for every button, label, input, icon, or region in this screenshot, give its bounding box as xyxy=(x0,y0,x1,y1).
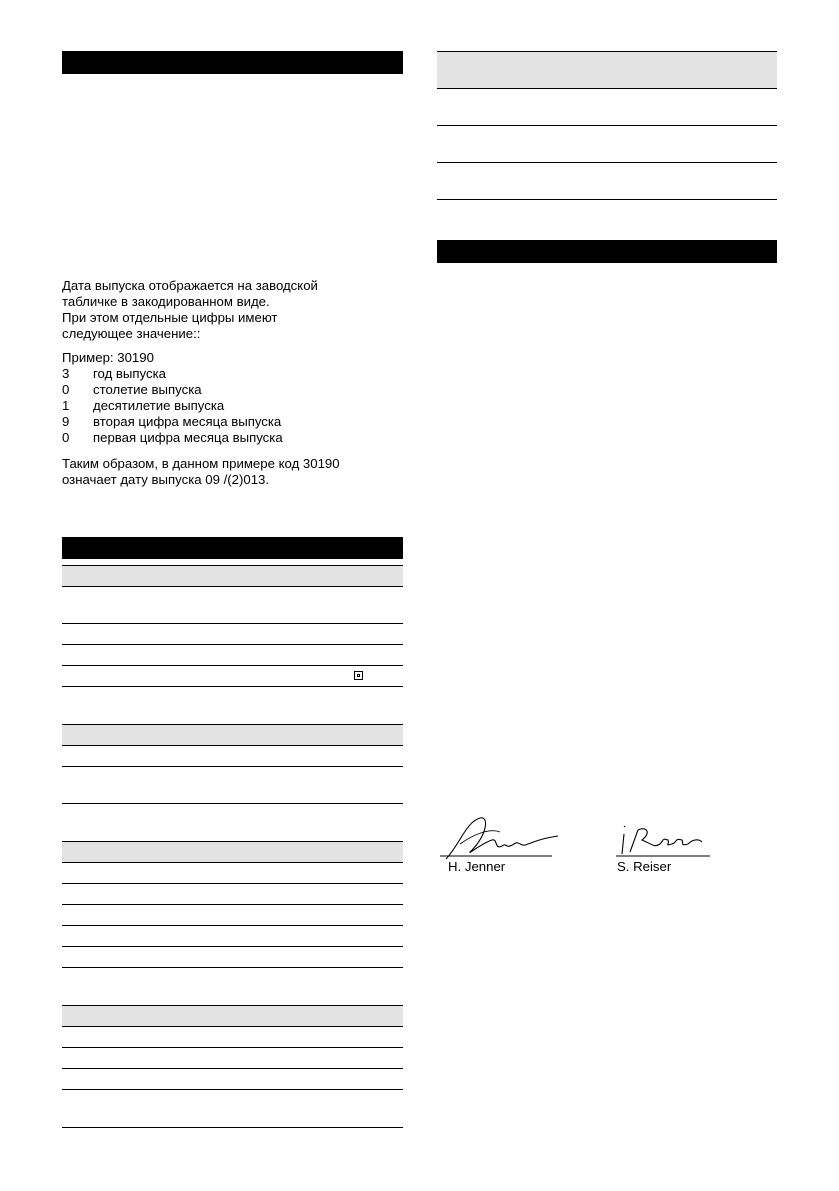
digit: 0 xyxy=(62,430,70,445)
digit-row xyxy=(62,366,403,382)
table-rule xyxy=(62,766,403,767)
table-section-band xyxy=(62,841,403,862)
table-rule xyxy=(62,841,403,842)
tech-data-header-bar xyxy=(62,537,403,559)
signatory-name: S. Reiser xyxy=(617,859,672,874)
table-header-band xyxy=(437,52,777,88)
table-rule xyxy=(62,1026,403,1027)
table-rule xyxy=(62,946,403,947)
digit: 1 xyxy=(62,398,70,413)
table-section-band xyxy=(62,566,403,586)
table-rule xyxy=(62,745,403,746)
digit-meaning: год выпуска xyxy=(93,366,166,381)
intro-line: табличке в закодированном виде. xyxy=(62,294,270,309)
table-section-band xyxy=(62,724,403,745)
signature-reiser xyxy=(612,814,722,864)
table-rule xyxy=(62,862,403,863)
digit-row xyxy=(62,382,403,398)
table-rule xyxy=(62,803,403,804)
table-rule xyxy=(437,125,777,126)
digit-meaning: десятилетие выпуска xyxy=(93,398,225,413)
conclusion-line: Таким образом, в данном примере код 30190 xyxy=(62,456,340,471)
digit: 0 xyxy=(62,382,70,397)
table-rule xyxy=(62,1068,403,1069)
table-rule xyxy=(437,199,777,200)
table-rule xyxy=(62,686,403,687)
table-rule xyxy=(62,665,403,666)
table-rule xyxy=(62,586,403,587)
digit-meaning: первая цифра месяца выпуска xyxy=(93,430,283,445)
digit-row xyxy=(62,398,403,414)
table-rule xyxy=(62,967,403,968)
production-date-conclusion xyxy=(62,456,403,488)
protection-class-ii-icon xyxy=(354,671,363,680)
conclusion-line: означает дату выпуска 09 /(2)013. xyxy=(62,472,270,487)
table-rule xyxy=(62,1047,403,1048)
signature-jenner xyxy=(440,814,570,864)
digit-meaning: столетие выпуска xyxy=(93,382,202,397)
table-rule xyxy=(62,1127,403,1128)
table-rule xyxy=(62,1089,403,1090)
digit: 3 xyxy=(62,366,70,381)
intro-line: При этом отдельные цифры имеют xyxy=(62,310,278,325)
table-rule xyxy=(437,162,777,163)
digit-row xyxy=(62,430,403,446)
table-rule xyxy=(62,1005,403,1006)
section-header-bar xyxy=(62,51,403,74)
digit-row xyxy=(62,414,403,430)
table-rule xyxy=(62,904,403,905)
intro-line: Дата выпуска отображается на заводской xyxy=(62,278,318,293)
table-section-band xyxy=(62,1005,403,1026)
table-rule xyxy=(62,565,403,566)
table-rule xyxy=(62,724,403,725)
digit: 9 xyxy=(62,414,70,429)
digit-meaning: вторая цифра месяца выпуска xyxy=(93,414,282,429)
digit-legend xyxy=(62,350,403,446)
intro-line: следующее значение:: xyxy=(62,326,201,341)
table-rule xyxy=(62,925,403,926)
table-rule xyxy=(62,883,403,884)
production-date-intro xyxy=(62,278,403,342)
table-rule xyxy=(62,623,403,624)
example-label: Пример: 30190 xyxy=(62,350,154,365)
declaration-header-bar xyxy=(437,240,777,263)
table-rule xyxy=(437,88,777,89)
signatory-name: H. Jenner xyxy=(448,859,506,874)
table-rule xyxy=(62,644,403,645)
